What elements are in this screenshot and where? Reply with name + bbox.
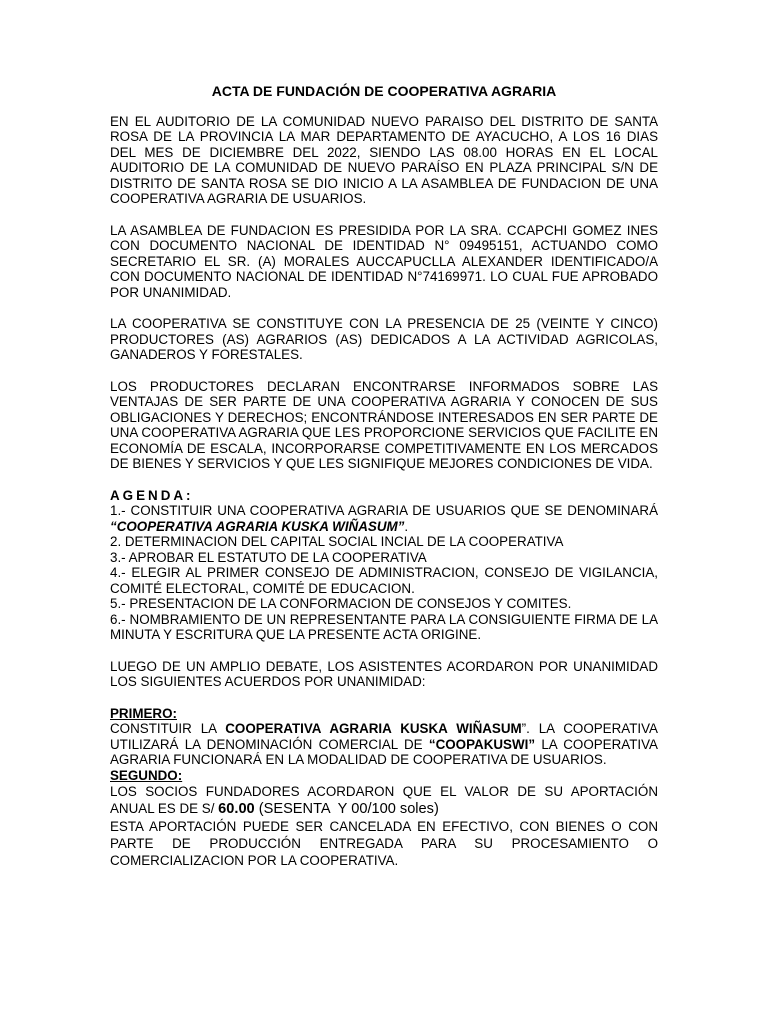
paragraph-debate: LUEGO DE UN AMPLIO DEBATE, LOS ASISTENTES ACORDARON POR UNANIMIDAD LOS SIGUIENTES ACUERDOS POR UNANIMIDAD: [110,658,658,689]
segundo-payment-text: ESTA APORTACIÓN PUEDE SER CANCELADA EN EFECTIVO, CON BIENES O CON PARTE DE PRODUCCIÓN ENTREGADA PARA SU PROCESAMIENTO O COMERCIALIZACION POR LA COOPERATIVA. [110,819,658,868]
commercial-name: “COOPAKUSWI” [428,736,536,752]
primero-text [110,721,658,768]
agenda-item-6: 6.- NOMBRAMIENTO DE UN REPRESENTANTE PARA LA CONSIGUIENTE FIRMA DE LA MINUTA Y ESCRITURA QUE LA PRESENTE ACTA ORIGINE. [110,611,658,642]
agenda-heading: AGENDA: [110,487,194,503]
document-page [110,84,658,869]
primero-heading: PRIMERO: [110,705,177,721]
agenda-item-3: 3.- APROBAR EL ESTATUTO DE LA COOPERATIVA [110,549,427,565]
primero-text-2: ”. LA COOPERATIVA UTILIZARÁ LA DENOMINACIÓN COMERCIAL DE [110,721,658,752]
cooperative-name: “COOPERATIVA AGRARIA KUSKA WIÑASUM” [110,518,405,534]
segundo-text [110,783,658,818]
segundo-heading: SEGUNDO: [110,767,183,783]
agenda-item-2: 2. DETERMINACION DEL CAPITAL SOCIAL INCIAL DE LA COOPERATIVA [110,534,564,549]
primero-section [110,706,658,768]
segundo-text-1: LOS SOCIOS FUNDADORES ACORDARON QUE EL VALOR DE SU APORTACIÓN ANUAL ES DE S/ [110,784,658,816]
contribution-amount-words: (SESENTA Y 00/100 soles) [254,801,439,817]
agenda-item-1-text: 1.- CONSTITUIR UNA COOPERATIVA AGRARIA DE USUARIOS QUE SE DENOMINARÁ [110,503,658,518]
agenda-item-5: 5.- PRESENTACION DE LA CONFORMACION DE CONSEJOS Y COMITES. [110,596,572,611]
agenda-item-1-end: . [404,518,409,534]
paragraph-declaration: LOS PRODUCTORES DECLARAN ENCONTRARSE INFORMADOS SOBRE LAS VENTAJAS DE SER PARTE DE UNA COOPERATIVA AGRARIA Y CONOCEN DE SUS OBLIGACIONES Y DERECHOS; ENCONTRÁNDOSE INTERESADOS EN SER PARTE DE UNA COOPERATIVA AGRARIA QUE LES PROPORCIONE SERVICIOS QUE FACILITE EN ECONOMÍA DE ESCALA, INCORPORARSE COMPETITIVAMENTE EN LOS MERCADOS DE BIENES Y SERVICIOS Y QUE LES SIGNIFIQUE MEJORES CONDICIONES DE VIDA. [110,378,658,471]
agenda-item-4: 4.- ELEGIR AL PRIMER CONSEJO DE ADMINISTRACION, CONSEJO DE VIGILANCIA, COMITÉ ELECTORAL, COMITÉ DE EDUCACION. [110,565,658,596]
document-title: ACTA DE FUNDACIÓN DE COOPERATIVA AGRARIA [211,83,557,99]
primero-text-3: LA COOPERATIVA AGRARIA FUNCIONARÁ EN LA MODALIDAD DE COOPERATIVA DE USUARIOS. [110,736,658,767]
paragraph-presidency: LA ASAMBLEA DE FUNDACION ES PRESIDIDA POR LA SRA. CCAPCHI GOMEZ INES CON DOCUMENTO NACIONAL DE IDENTIDAD N° 09495151, ACTUANDO COMO SECRETARIO EL SR. (A) MORALES AUCCAPUCLLA ALEXANDER IDENTIFICADO/A CON DOCUMENTO NACIONAL DE IDENTIDAD N°74169971. LO CUAL FUE APROBADO POR UNANIMIDAD. [110,222,658,300]
contribution-amount: 60.00 [218,801,255,817]
agenda-item-1 [110,503,658,534]
primero-text-1: CONSTITUIR LA [110,721,226,736]
segundo-section [110,768,658,870]
paragraph-constitution: LA COOPERATIVA SE CONSTITUYE CON LA PRESENCIA DE 25 (VEINTE Y CINCO) PRODUCTORES (AS) AGRARIOS (AS) DEDICADOS A LA ACTIVIDAD AGRICOLAS, GANADEROS Y FORESTALES. [110,316,658,362]
agenda-section [110,488,658,643]
primero-cooperative-name: COOPERATIVA AGRARIA KUSKA WIÑASUM [225,721,522,736]
paragraph-opening: EN EL AUDITORIO DE LA COMUNIDAD NUEVO PARAISO DEL DISTRITO DE SANTA ROSA DE LA PROVINCIA LA MAR DEPARTAMENTO DE AYACUCHO, A LOS 16 DIAS DEL MES DE DICIEMBRE DEL 2022, SIENDO LAS 08.00 HORAS EN EL LOCAL AUDITORIO DE LA COMUNIDAD DE NUEVO PARAÍSO EN PLAZA PRINCIPAL S/N DE DISTRITO DE SANTA ROSA SE DIO INICIO A LA ASAMBLEA DE FUNDACION DE UNA COOPERATIVA AGRARIA DE USUARIOS. [110,113,658,206]
